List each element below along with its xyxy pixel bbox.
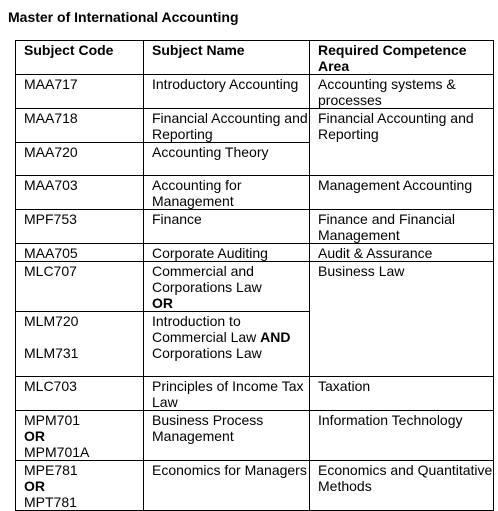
subject-name-cell [144,262,310,312]
subject-code-cell: MAA703 [16,176,144,210]
subject-code-cell [16,312,144,377]
table-row [16,377,494,411]
table-row [16,461,494,511]
subject-name-text: Commercial and Corporations Law [152,263,262,295]
table-row [16,210,494,244]
subject-name-cell: Financial Accounting and Reporting [144,109,310,143]
subject-code-text: MPE781 [24,462,78,478]
subject-name-cell: Economics for Managers [144,461,310,511]
subject-code-cell: MAA705 [16,244,144,262]
subject-name-cell: Introductory Accounting [144,75,310,109]
subject-code-text: MPT781 [24,494,77,510]
table-row [16,109,494,143]
competence-area-cell: Economics and Quantitative Methods [310,461,494,511]
subject-code-cell: MLC707 [16,262,144,312]
and-label: AND [260,329,291,345]
competence-area-cell: Audit & Assurance [310,244,494,262]
subject-name-cell: Finance [144,210,310,244]
subject-code-text: MPM701 [24,412,81,428]
subject-name-text: Introduction to Commercial Law [152,313,257,345]
subject-code-text: MLM720 [24,313,79,329]
subject-name-cell: Accounting Theory [144,143,310,176]
competence-area-cell: Information Technology [310,411,494,461]
header-competence-area: Required Competence Area [310,41,494,75]
competence-area-cell: Business Law [310,262,494,377]
page-title: Master of International Accounting [8,9,239,25]
subject-code-cell [16,461,144,511]
subject-code-text: MLM731 [24,345,79,361]
subject-name-cell: Corporate Auditing [144,244,310,262]
competence-area-cell: Financial Accounting and Reporting [310,109,494,176]
subject-name-cell: Business Process Management [144,411,310,461]
table-row [16,262,494,312]
subject-code-text: MPM701A [24,444,90,460]
subject-name-cell: Principles of Income Tax Law [144,377,310,411]
subject-code-cell: MPF753 [16,210,144,244]
table-row [16,75,494,109]
table-row [16,244,494,262]
competence-area-cell: Finance and Financial Management [310,210,494,244]
subjects-table [15,40,494,511]
subject-name-cell: Accounting for Management [144,176,310,210]
competence-area-cell: Accounting systems & processes [310,75,494,109]
competence-area-cell: Management Accounting [310,176,494,210]
header-subject-name: Subject Name [144,41,310,75]
subject-code-cell: MLC703 [16,377,144,411]
subject-code-cell: MAA717 [16,75,144,109]
table-header-row [16,41,494,75]
subject-code-cell: MAA718 [16,109,144,143]
subject-code-cell: MAA720 [16,143,144,176]
header-subject-code: Subject Code [16,41,144,75]
subject-name-text: Corporations Law [152,345,262,361]
table-row [16,176,494,210]
or-label: OR [152,295,173,311]
subject-name-cell [144,312,310,377]
table-row [16,411,494,461]
subject-code-cell [16,411,144,461]
or-label: OR [24,428,45,444]
competence-area-cell: Taxation [310,377,494,411]
or-label: OR [24,478,45,494]
